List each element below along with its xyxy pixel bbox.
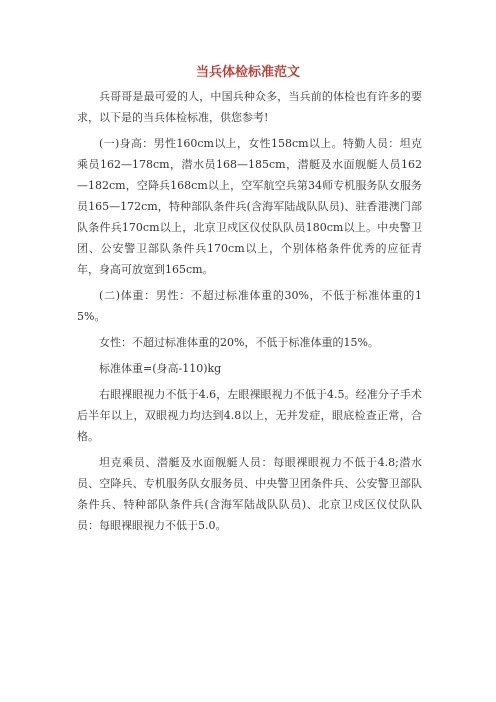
document-title: 当兵体检标准范文 bbox=[195, 65, 300, 80]
paragraph-standard-weight: 标准体重=(身高-110)kg bbox=[99, 362, 222, 375]
paragraph-height: (一)身高：男性160cm以上，女性158cm以上。特勤人员：坦克乘员162—178cm，潜水员168—185cm，潜艇及水面舰艇人员162—182cm，空降兵168cm以上，空军航空兵第34师专机服务队女服务员165—172cm，特种部队条件兵(含海军陆战队队员)、驻香港澳门部队条件兵170cm以上，北京卫戍区仪仗队队员180cm以上。中央警卫团、公安警卫部队条件兵170cm以上，个别体格条件优秀的应征青年，身高可放宽到165cm。 bbox=[77, 137, 422, 276]
paragraph-intro: 兵哥哥是最可爱的人，中国兵种众多，当兵前的体检也有许多的要求，以下是的当兵体检标准，供您参考! bbox=[77, 90, 422, 124]
paragraph-vision-special: 坦克乘员、潜艇及水面舰艇人员：每眼裸眼视力不低于4.8;潜水员、空降兵、专机服务队女服务员、中央警卫团条件兵、公安警卫部队条件兵、特种部队条件兵(含海军陆战队队员)、北京卫戍区仪仗队队员：每眼裸眼视力不低于5.0。 bbox=[77, 456, 422, 532]
paragraph-vision: 右眼裸眼视力不低于4.6，左眼裸眼视力不低于4.5。经准分子手术后半年以上，双眼视力均达到4.8以上，无并发症，眼底检查正常，合格。 bbox=[77, 388, 422, 443]
paragraph-weight-female: 女性：不超过标准体重的20%，不低于标准体重的15%。 bbox=[99, 336, 379, 349]
document-body bbox=[77, 86, 422, 541]
paragraph-weight-male: (二)体重：男性：不超过标准体重的30%，不低于标准体重的15%。 bbox=[77, 289, 422, 323]
